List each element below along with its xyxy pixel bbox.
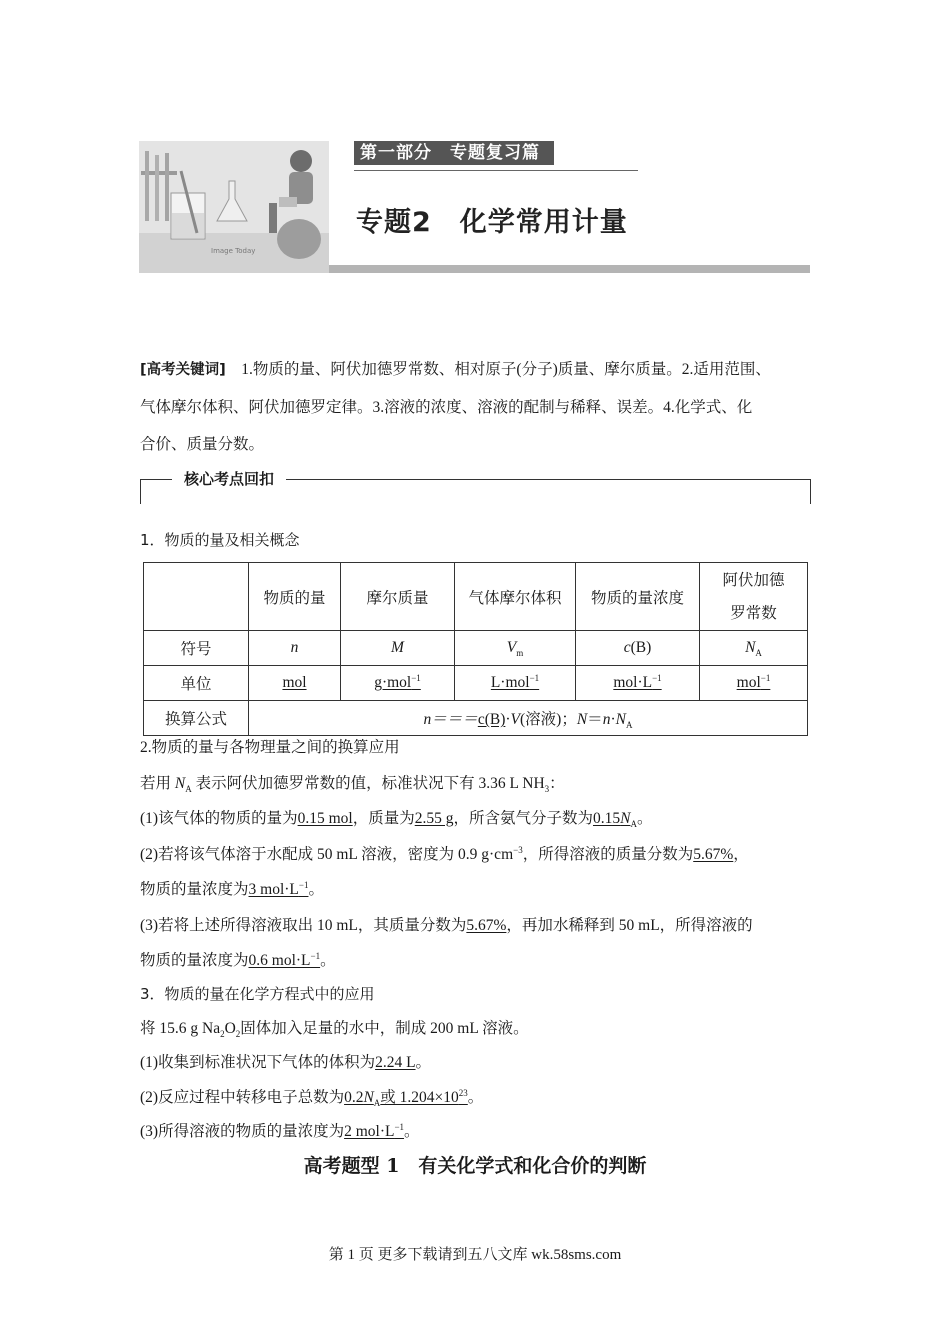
answer: 2.24 L <box>375 1054 416 1071</box>
text-sup: −1 <box>298 879 309 890</box>
keywords-line-1 <box>140 351 820 389</box>
text: 物质的量浓度为 <box>140 952 249 969</box>
unit-sup: −1 <box>760 672 771 683</box>
row-label: 单位 <box>144 666 249 701</box>
answer <box>344 1123 404 1140</box>
table-cell: n <box>249 631 341 666</box>
unit-answer <box>491 674 539 691</box>
table-corner-cell <box>144 563 249 631</box>
text: 将 15.6 g Na <box>140 1019 221 1037</box>
chapter-title: 专题2 化学常用计量 <box>356 207 628 238</box>
text: (3)若将上述所得溶液取出 10 mL，其质量分数为 <box>140 916 467 934</box>
table-cell <box>700 631 808 666</box>
section-title: 核心考点回扣 <box>172 467 286 491</box>
text-sub: A <box>185 783 192 794</box>
unit-main: L·mol <box>490 674 530 691</box>
q3-part-2 <box>140 1081 820 1116</box>
formula-part: (溶液)； <box>520 711 577 728</box>
q2-part-2 <box>140 837 820 873</box>
answer <box>249 881 309 898</box>
text: ，质量为 <box>352 810 415 827</box>
text: ，所得溶液的质量分数为 <box>522 845 694 863</box>
banner-illustration <box>139 141 329 273</box>
q2-part-3-line-2 <box>140 943 820 979</box>
text: 物质的量浓度为 <box>140 881 249 898</box>
table-cell: M <box>341 631 455 666</box>
formula-part: ＝ <box>587 711 603 728</box>
formula-part: · <box>505 711 511 728</box>
lab-scene-illustration <box>139 141 329 273</box>
unit-main: mol·L <box>613 674 653 691</box>
unit-answer: mol <box>282 674 307 691</box>
text: ： <box>549 774 565 792</box>
text: 3 mol·L <box>248 881 299 898</box>
text: 0.15 <box>592 810 621 827</box>
formula-part: n <box>602 711 611 728</box>
text: (1)收集到标准状况下气体的体积为 <box>140 1054 376 1071</box>
header-cell: 物质的量浓度 <box>576 563 700 631</box>
q2-part-3 <box>140 908 820 944</box>
answer: 5.67% <box>693 845 734 863</box>
text: ， <box>733 845 749 863</box>
unit-answer <box>613 674 661 691</box>
text: (1)该气体的物质的量为 <box>140 810 298 827</box>
header-cell: 摩尔质量 <box>341 563 455 631</box>
text: 。 <box>415 1054 432 1071</box>
symbol-sub: A <box>755 648 762 659</box>
q2-block <box>140 730 820 979</box>
header-cell-line: 罗常数 <box>730 604 777 622</box>
text: ，再加水稀释到 50 mL，所得溶液的 <box>506 916 753 934</box>
text: (3)所得溶液的物质的量浓度为 <box>140 1123 345 1140</box>
answer: 2.55 g <box>414 810 454 827</box>
table-cell <box>576 631 700 666</box>
text-sup: −1 <box>394 1121 405 1132</box>
banner-bar <box>329 265 810 273</box>
text: 表示阿伏加德罗常数的值，标准状况下有 3.36 L NH <box>191 774 545 792</box>
q3-block <box>140 977 820 1150</box>
table-cell <box>341 666 455 701</box>
keywords-line-2: 气体摩尔体积、阿伏加德罗定律。3.溶液的浓度、溶液的配制与稀释、误差。4.化学式、化 <box>140 399 753 416</box>
table-cell <box>455 666 576 701</box>
text-sub: 2 <box>220 1028 225 1039</box>
keywords-label: [高考关键词] <box>140 362 226 378</box>
q2-part-1 <box>140 801 820 837</box>
table-cell <box>455 631 576 666</box>
text: N <box>620 810 631 827</box>
text: 。 <box>636 810 653 827</box>
banner-image-text: Image Today <box>211 247 256 255</box>
answer: 5.67% <box>466 916 507 934</box>
header-cell-line: 阿伏加德 <box>722 571 785 589</box>
symbol-main: N <box>745 639 756 656</box>
unit-answer <box>737 674 771 691</box>
header-cell: 气体摩尔体积 <box>455 563 576 631</box>
text: 若用 <box>140 774 175 792</box>
answer: 0.15 mol <box>297 810 353 827</box>
text: 。 <box>320 952 336 969</box>
text: N <box>174 774 186 792</box>
unit-sup: −1 <box>529 672 540 683</box>
q3-intro <box>140 1012 820 1047</box>
text: 或 1.204×10 <box>380 1088 459 1106</box>
text: 固体加入足量的水中，制成 200 mL 溶液。 <box>240 1019 529 1037</box>
formula-part: n＝＝＝ <box>423 711 478 728</box>
text: N <box>363 1088 374 1106</box>
row-label: 换算公式 <box>144 701 249 736</box>
part-label: 第一部分 专题复习篇 <box>354 141 554 165</box>
text: 0.2 <box>344 1088 364 1106</box>
table-cell <box>576 666 700 701</box>
text: 2 mol·L <box>344 1123 395 1140</box>
q3-heading: 3．物质的量在化学方程式中的应用 <box>140 985 375 1003</box>
table-row-unit <box>144 666 808 701</box>
keywords-paragraph <box>140 351 820 463</box>
table-cell <box>700 666 808 701</box>
text: (2)若将该气体溶于水配成 50 mL 溶液，密度为 0.9 g·cm <box>140 845 514 863</box>
text-sub: 2 <box>235 1028 241 1039</box>
section-heading: 高考题型 1 有关化学式和化合价的判断 <box>303 1155 647 1177</box>
answer <box>249 952 321 969</box>
text: 0.6 mol·L <box>248 952 311 969</box>
unit-sup: −1 <box>652 672 662 683</box>
unit-sup: −1 <box>411 672 421 683</box>
text: ，所含氨气分子数为 <box>453 810 593 827</box>
symbol-sub: m <box>516 648 524 659</box>
formula-sub: A <box>625 720 633 731</box>
formula-answer: c(B) <box>477 711 506 728</box>
header-cell: 物质的量 <box>249 563 341 631</box>
text-sub: 3 <box>544 783 550 794</box>
concept-table <box>143 562 808 736</box>
table-row-symbol <box>144 631 808 666</box>
text-sub: A <box>373 1097 381 1108</box>
keywords-text-1: 1.物质的量、阿伏加德罗常数、相对原子(分子)质量、摩尔质量。2.适用范围、 <box>241 361 771 378</box>
formula-part: · <box>610 711 616 728</box>
answer <box>344 1089 468 1106</box>
q2-part-2-line-2 <box>140 872 820 908</box>
unit-answer <box>374 674 421 691</box>
q3-part-1 <box>140 1046 820 1081</box>
symbol-arg: (B) <box>630 639 652 656</box>
row-label: 符号 <box>144 631 249 666</box>
text-sup: −1 <box>310 950 321 961</box>
q1-heading: 1．物质的量及相关概念 <box>140 531 300 549</box>
text: 。 <box>404 1123 420 1140</box>
part-rule <box>354 170 638 171</box>
text-sup: −3 <box>513 844 523 855</box>
formula-part: V <box>510 711 520 728</box>
unit-main: g·mol <box>374 674 412 691</box>
symbol-main: c <box>623 639 631 656</box>
table-cell <box>249 666 341 701</box>
text: 。 <box>467 1088 484 1106</box>
page-footer: 第 1 页 更多下载请到五八文库 wk.58sms.com <box>328 1247 622 1263</box>
answer <box>592 810 637 830</box>
text: (2)反应过程中转移电子总数为 <box>140 1088 345 1106</box>
q2-intro <box>140 766 820 802</box>
symbol-main: V <box>506 639 517 656</box>
header-cell <box>700 563 808 631</box>
keywords-line-3: 合价、质量分数。 <box>140 436 265 453</box>
formula-part: N <box>615 711 626 728</box>
q2-heading: 2.物质的量与各物理量之间的换算应用 <box>140 739 400 756</box>
unit-main: mol <box>736 674 761 691</box>
text-sub: A <box>630 819 637 830</box>
text-sup: 23 <box>458 1087 468 1098</box>
table-header-row <box>144 563 808 631</box>
text: O <box>224 1019 236 1037</box>
text: 。 <box>308 881 324 898</box>
q3-part-3 <box>140 1115 820 1150</box>
formula-part: N <box>576 711 588 728</box>
